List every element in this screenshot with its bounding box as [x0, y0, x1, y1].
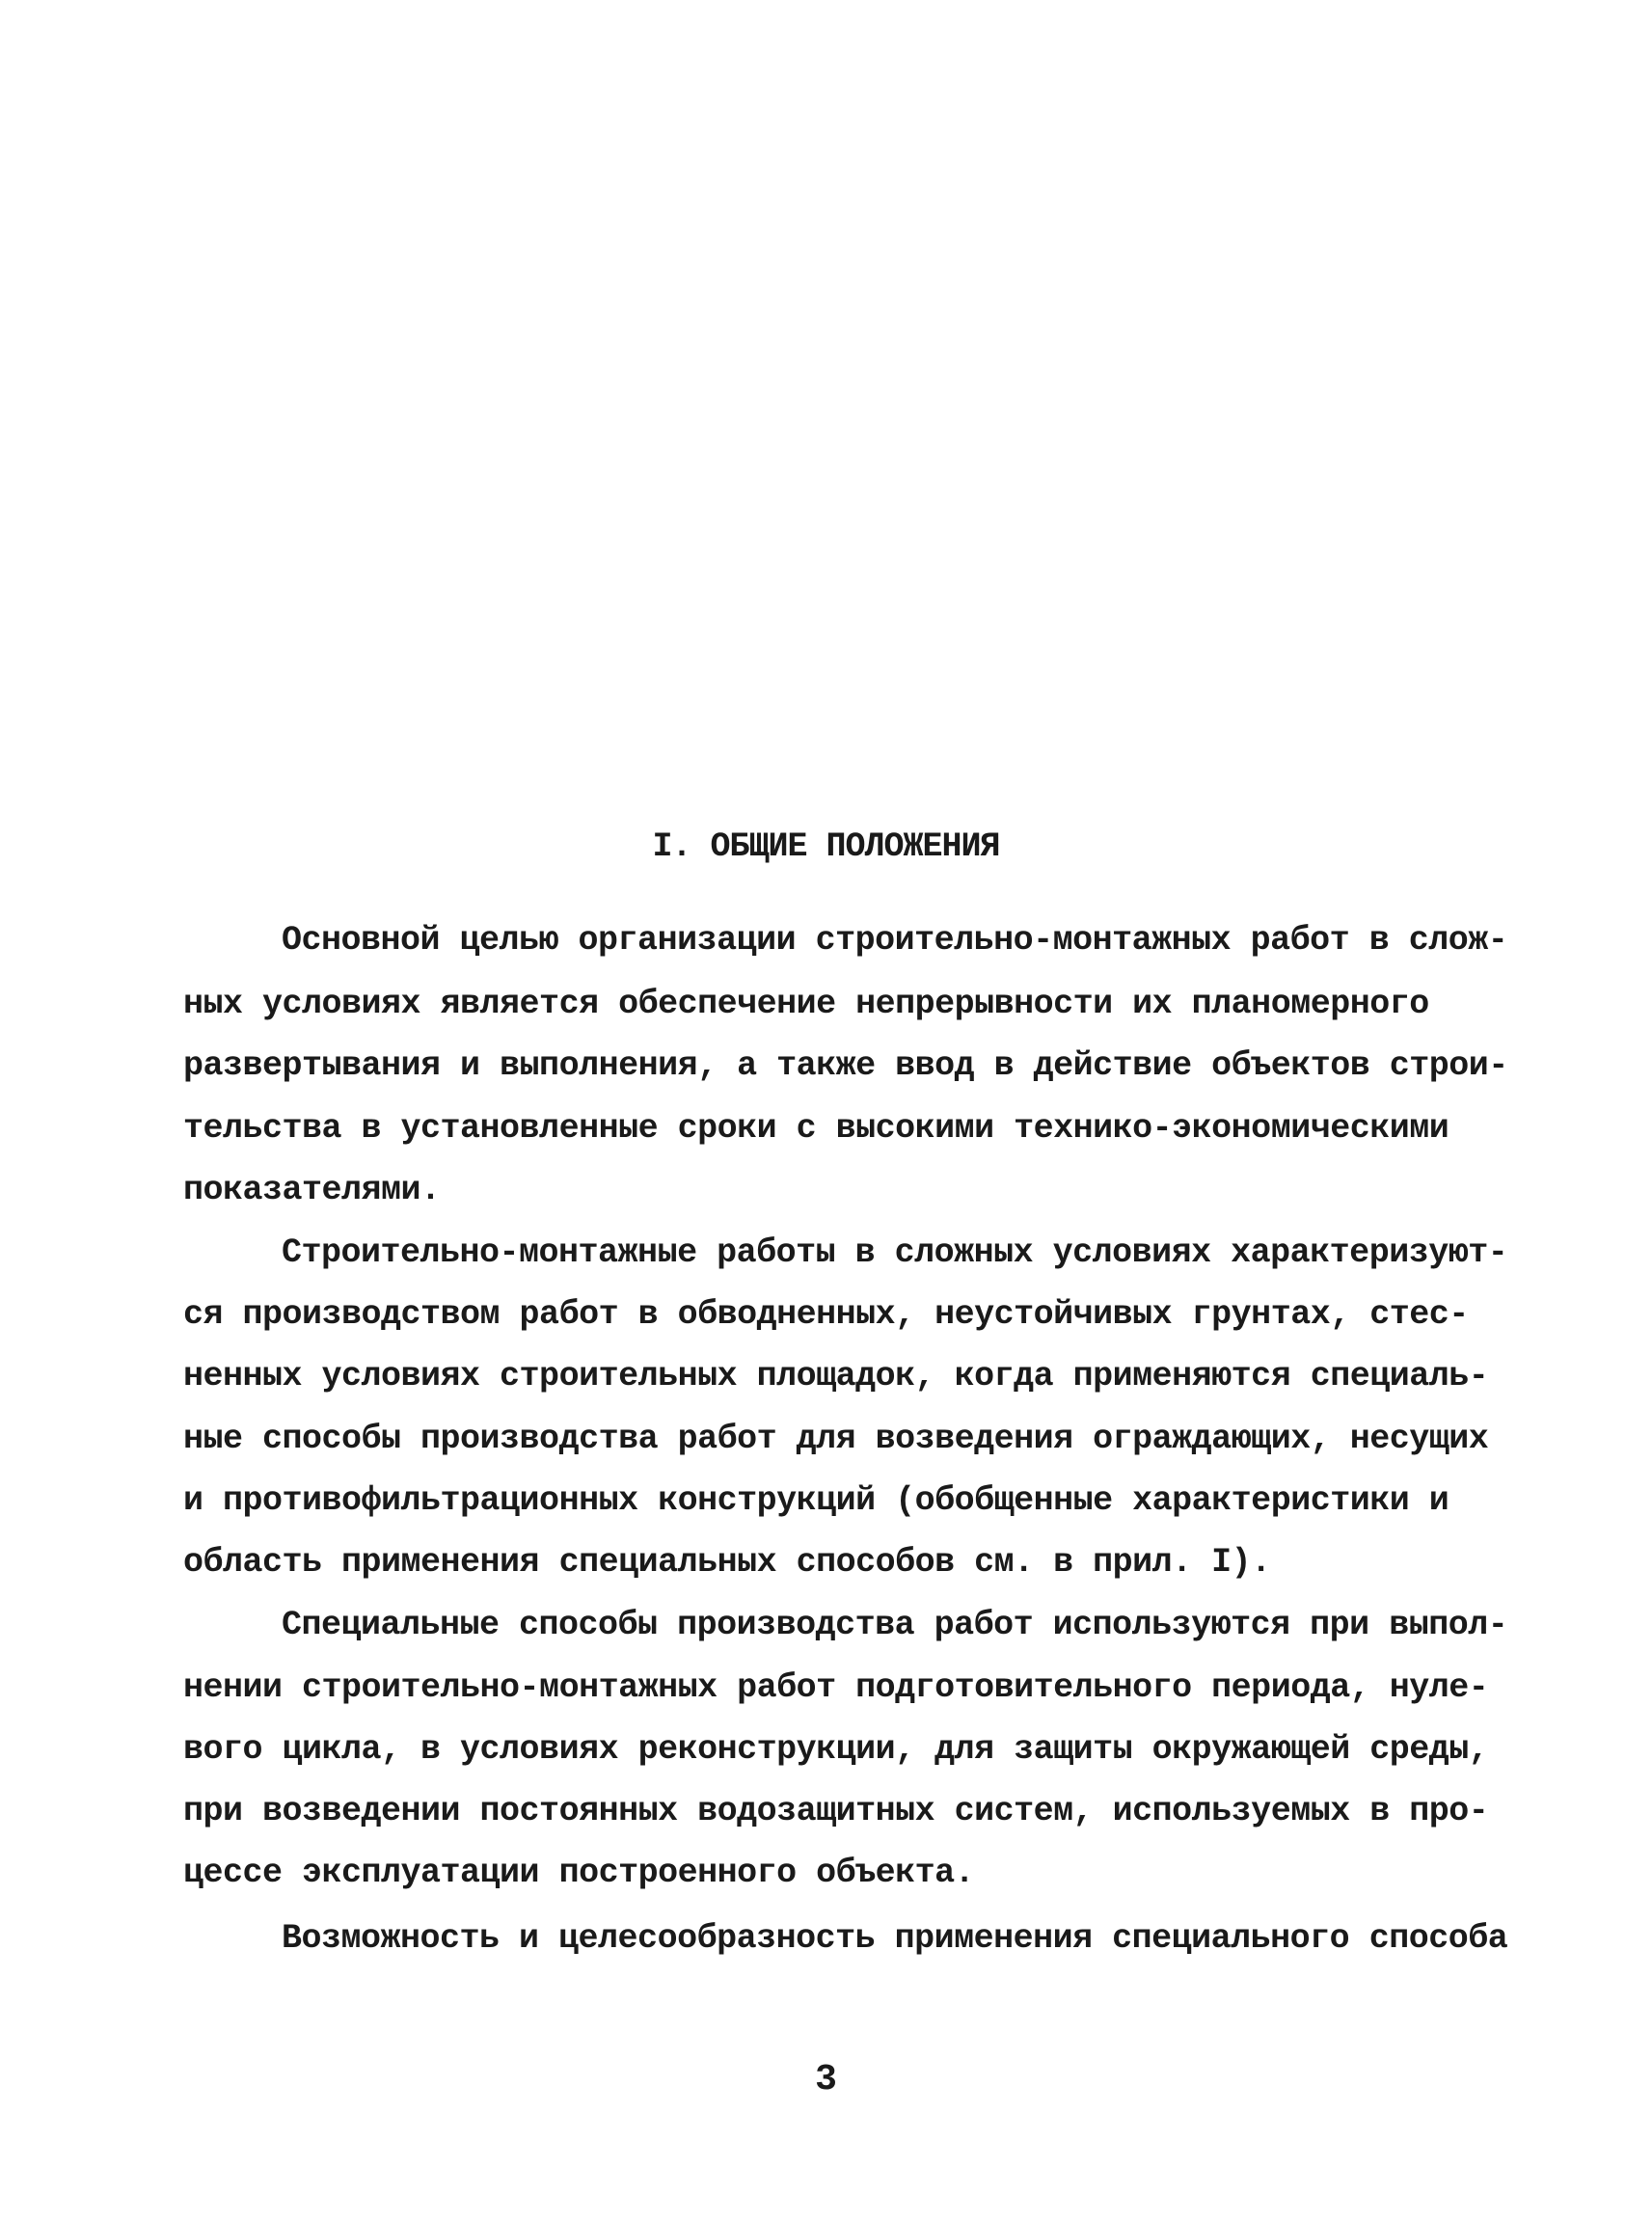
text-line: Возможность и целесообразность применения специального способа: [282, 1919, 1508, 1958]
text-line: ненных условиях строительных площадок, когда применяются специаль-: [183, 1357, 1489, 1395]
text-line: и противофильтрационных конструкций (обобщенные характеристики и: [183, 1481, 1449, 1520]
text-line: показателями.: [183, 1171, 441, 1209]
text-line: ся производством работ в обводненных, неустойчивых грунтах, стес-: [183, 1295, 1469, 1334]
text-line: ные способы производства работ для возведения ограждающих, несущих: [183, 1420, 1489, 1458]
text-line: развертывания и выполнения, а также ввод в действие объектов строи-: [183, 1046, 1508, 1085]
text-line: Строительно-монтажные работы в сложных условиях характеризуют-: [282, 1233, 1508, 1272]
text-line: Специальные способы производства работ используются при выпол-: [282, 1606, 1508, 1644]
page-number: 3: [815, 2059, 837, 2100]
text-line: вого цикла, в условиях реконструкции, для защиты окружающей среды,: [183, 1730, 1489, 1769]
text-line: цессе эксплуатации построенного объекта.: [183, 1854, 975, 1892]
section-heading: I. ОБЩИЕ ПОЛОЖЕНИЯ: [652, 827, 1000, 866]
text-line: тельства в установленные сроки с высокими технико-экономическими: [183, 1109, 1449, 1148]
text-line: нении строительно-монтажных работ подготовительного периода, нуле-: [183, 1668, 1489, 1707]
text-line: ных условиях является обеспечение непрерывности их планомерного: [183, 985, 1429, 1023]
text-line: область применения специальных способов см. в прил. I).: [183, 1543, 1271, 1582]
text-line: при возведении постоянных водозащитных систем, используемых в про-: [183, 1792, 1489, 1830]
text-line: Основной целью организации строительно-монтажных работ в слож-: [282, 921, 1508, 960]
